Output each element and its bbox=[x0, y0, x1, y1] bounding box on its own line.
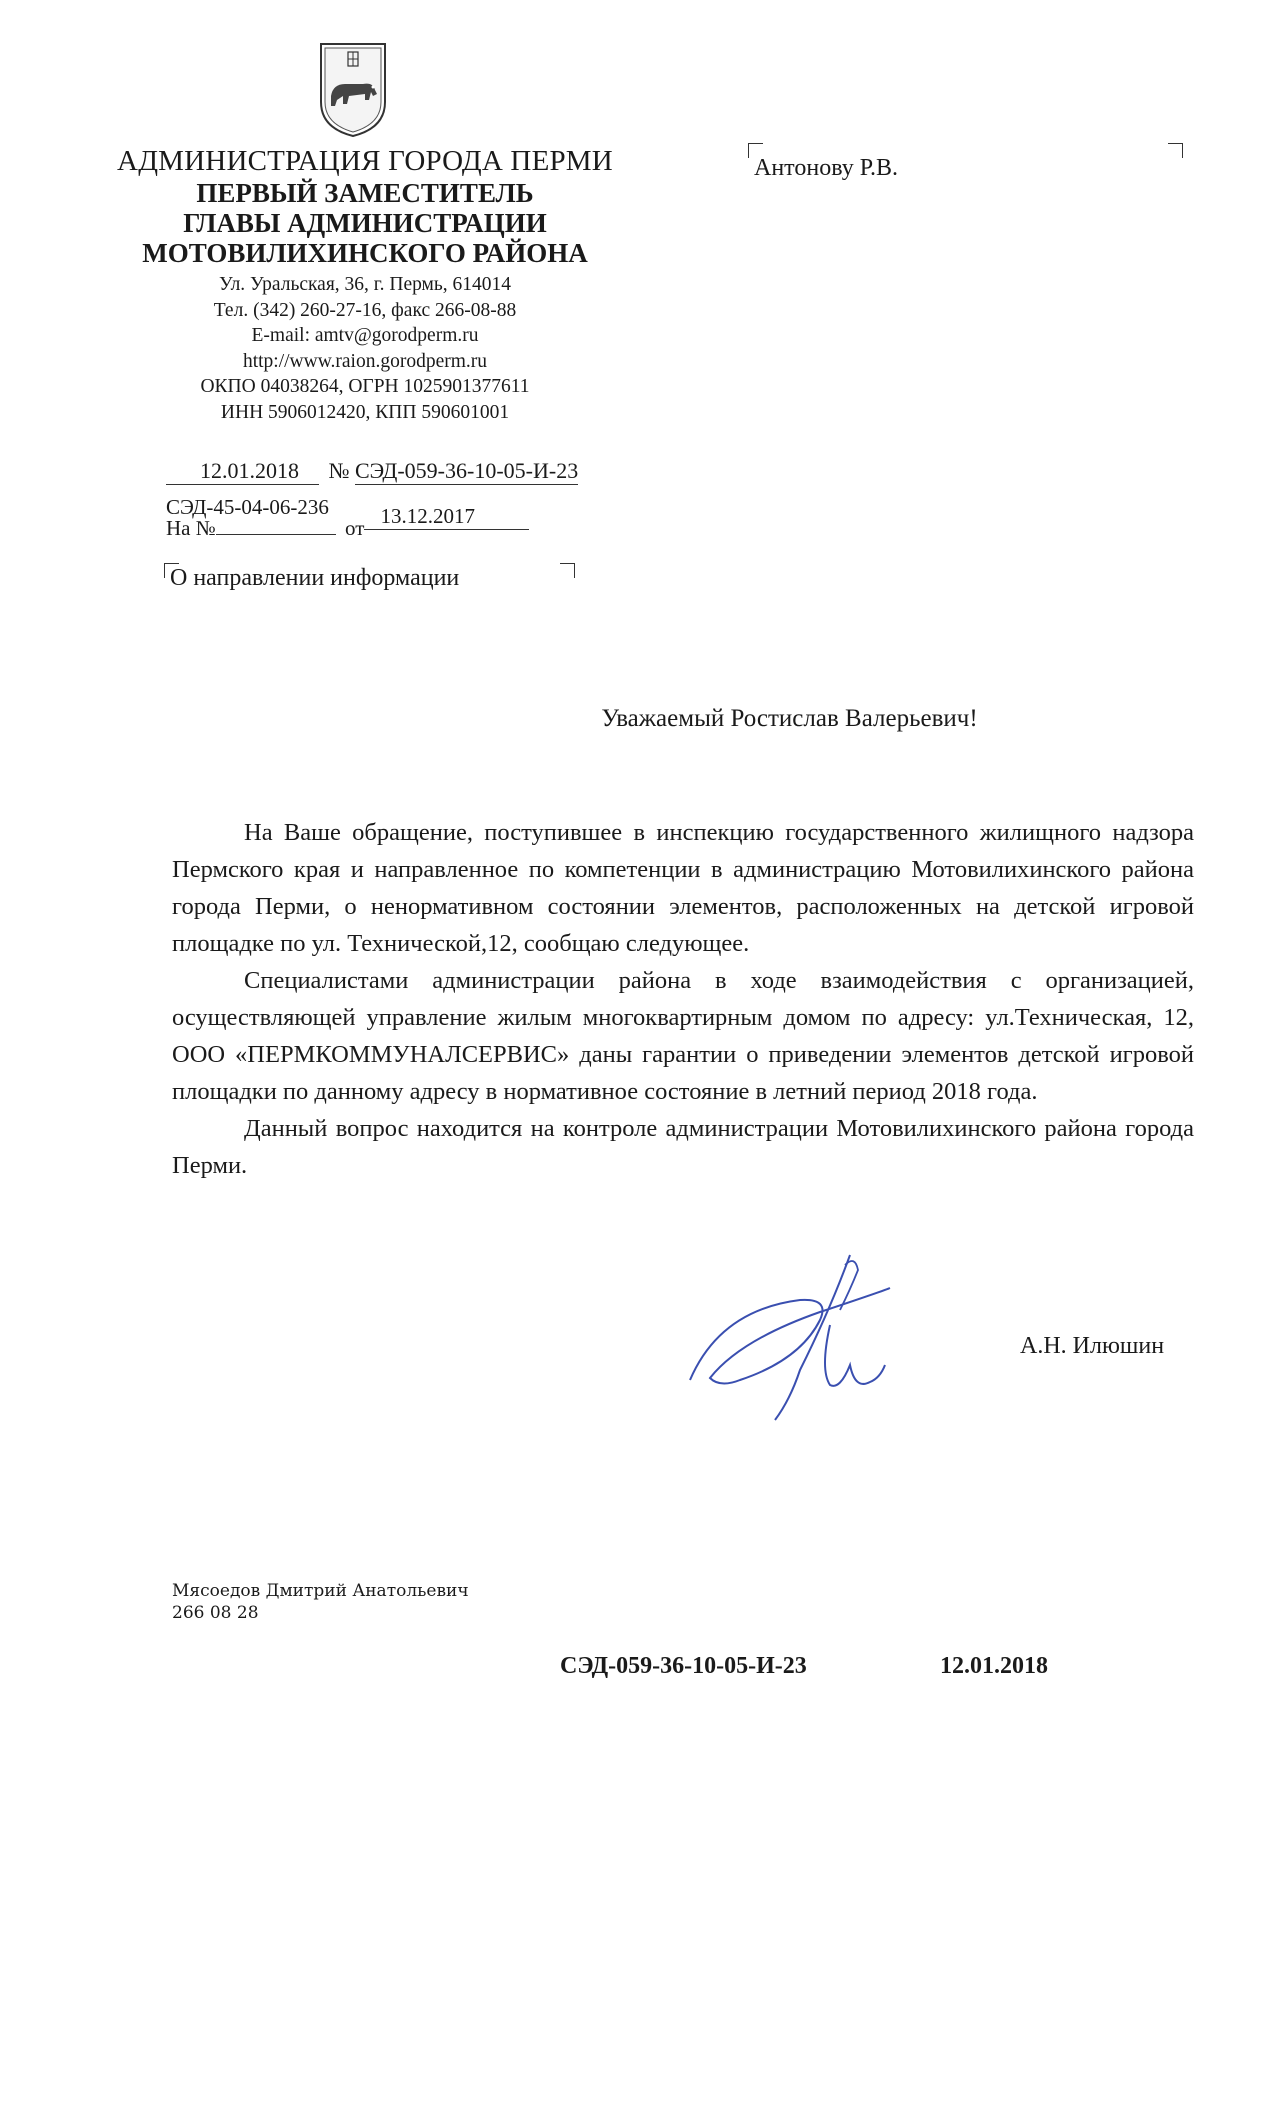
addressee: Антонову Р.В. bbox=[754, 155, 899, 181]
body-paragraph-2: Специалистами администрации района в ходе взаимодействия с организацией, осуществляющей управление жилым многоквартирным домом по адресу: ул.Техническая, 12, ООО «ПЕРМКОММУНАЛСЕРВИС» даны гарантии о приведении элементов детской игровой площадки по данному адресу в нормативное состояние в летний период 2018 года. bbox=[172, 967, 1194, 1105]
official-title-line1: ПЕРВЫЙ ЗАМЕСТИТЕЛЬ bbox=[196, 178, 534, 208]
perm-coat-of-arms-emblem bbox=[315, 40, 391, 140]
subject-corner-right bbox=[560, 563, 575, 578]
letter-body bbox=[172, 814, 1194, 1184]
reference-date: 13.12.2017 bbox=[364, 504, 529, 530]
handwritten-signature bbox=[680, 1250, 940, 1430]
letter-subject: О направлении информации bbox=[170, 565, 460, 591]
organization-name: АДМИНИСТРАЦИЯ ГОРОДА ПЕРМИ bbox=[117, 145, 613, 177]
footer-document-date: 12.01.2018 bbox=[940, 1653, 1048, 1679]
body-paragraph-1: На Ваше обращение, поступившее в инспекцию государственного жилищного надзора Пермского края и направленное по компетенции в администрацию Мотовилихинского района города Перми, о ненормативном состоянии элементов, расположенных на детской игровой площадке по ул. Технической,12, сообщаю следующее. bbox=[172, 819, 1194, 957]
signer-name: А.Н. Илюшин bbox=[1020, 1333, 1165, 1359]
addressee-corner-right bbox=[1168, 143, 1183, 158]
registration-date: 12.01.2018 bbox=[166, 458, 319, 485]
reference-number: СЭД-45-04-06-236 bbox=[166, 495, 329, 519]
footer-document-number: СЭД-059-36-10-05-И-23 bbox=[560, 1653, 807, 1679]
executor-name: Мясоедов Дмитрий Анатольевич bbox=[172, 1581, 469, 1601]
contact-phone: Тел. (342) 260-27-16, факс 266-08-88 bbox=[213, 299, 517, 321]
contact-inn: ИНН 5906012420, КПП 590601001 bbox=[220, 401, 510, 423]
contact-block bbox=[100, 272, 630, 425]
contact-okpo: ОКПО 04038264, ОГРН 1025901377611 bbox=[200, 376, 530, 397]
contact-email: E-mail: amtv@gorodperm.ru bbox=[251, 325, 479, 346]
contact-address: Ул. Уральская, 36, г. Пермь, 614014 bbox=[218, 274, 512, 295]
executor-block bbox=[172, 1580, 469, 1624]
reference-from-label: от bbox=[345, 516, 365, 540]
official-title-line2: ГЛАВЫ АДМИНИСТРАЦИИ bbox=[183, 208, 547, 238]
registration-number: СЭД-059-36-10-05-И-23 bbox=[355, 458, 579, 483]
registration-line bbox=[166, 458, 578, 485]
registration-number-label: № bbox=[328, 458, 350, 483]
reference-number-underline bbox=[216, 516, 336, 535]
reference-label: На № bbox=[166, 516, 216, 540]
contact-website: http://www.raion.gorodperm.ru bbox=[242, 350, 488, 372]
body-paragraph-3: Данный вопрос находится на контроле администрации Мотовилихинского района города Перми. bbox=[172, 1115, 1194, 1179]
greeting: Уважаемый Ростислав Валерьевич! bbox=[601, 705, 978, 732]
executor-phone: 266 08 28 bbox=[172, 1603, 259, 1623]
official-title-line3: МОТОВИЛИХИНСКОГО РАЙОНА bbox=[142, 238, 588, 268]
